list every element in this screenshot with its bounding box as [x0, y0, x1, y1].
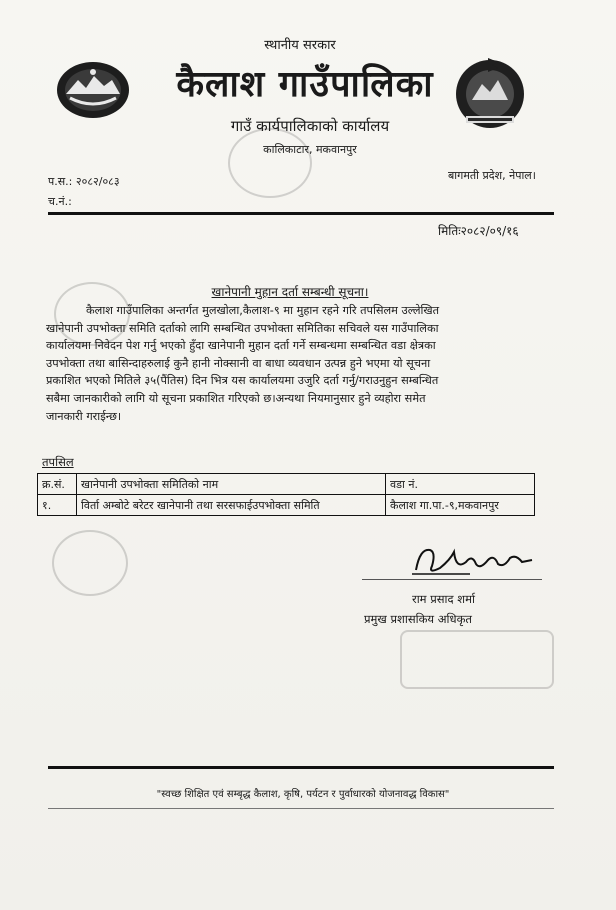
notice-line: जानकारी गराईन्छ।	[46, 409, 122, 423]
letter-date: मितिः२०८२/०९/१६	[438, 224, 519, 238]
signatory-rule	[362, 579, 542, 580]
table-header-row	[38, 474, 535, 495]
table-cell-committee: विर्ता अम्बोटे बरेटर खानेपानी तथा सरसफाईउपभोक्ता समिति	[77, 495, 386, 516]
office-name: गाउँ कार्यपालिकाको कार्यालय	[230, 117, 390, 135]
notice-subject: खानेपानी मुहान दर्ता सम्बन्धी सूचना।	[211, 285, 369, 299]
signatory-title: प्रमुख प्रशासकिय अधिकृत	[364, 612, 472, 626]
notice-line: कार्यालयमा निवेदन पेश गर्नु भएको हुँदा खानेपानी मुहान दर्ता गर्ने सम्बन्धमा सम्बन्धित वडा क्षेत्रका	[46, 339, 436, 353]
column-header-serial: क्र.सं.	[38, 474, 77, 495]
office-location: कालिकाटार, मकवानपुर	[263, 143, 357, 156]
table-cell-ward: कैलाश गा.पा.-९,मकवानपुर	[386, 495, 535, 516]
footer-motto: "स्वच्छ शिक्षित एवं सम्बृद्ध कैलाश, कृषि, पर्यटन र पुर्वाधारको योजनावद्ध विकास"	[156, 789, 450, 800]
notice-line: प्रकाशित भएको मितिले ३५(पैंतिस) दिन भित्र यस कार्यालयमा उजुरि दर्ता गर्नु/गराउनुहुन सम्बन्धित	[46, 374, 439, 388]
header-top-line: स्थानीय सरकार	[264, 38, 336, 53]
table-cell-serial: १.	[38, 495, 77, 516]
signatory-stamp	[400, 630, 554, 689]
ps-number: प.स.: २०८२/०८३	[48, 175, 120, 188]
office-stamp-left	[52, 530, 128, 596]
signatory-name: राम प्रसाद शर्मा	[412, 592, 475, 606]
signature	[410, 540, 540, 580]
schedule-label: तपसिल	[42, 455, 74, 469]
cn-number: च.नं.:	[48, 195, 72, 208]
header-divider	[48, 212, 554, 215]
column-header-committee: खानेपानी उपभोक्ता समितिको नाम	[77, 474, 386, 495]
column-header-ward: वडा नं.	[386, 474, 535, 495]
footer-divider	[48, 766, 554, 769]
notice-line: कैलाश गाउँपालिका अन्तर्गत मुलखोला,कैलाश-९ मा मुहान रहने गरि तपसिलम उल्लेखित	[86, 304, 440, 317]
notice-line: खानेपानी उपभोक्ता समिति दर्ताको लागि सम्बन्धित उपभोक्ता समितिका सचिवले यस गाउँपालिका	[46, 321, 439, 335]
footer-rule	[48, 808, 554, 809]
office-stamp-top	[228, 128, 312, 198]
table-row	[38, 495, 535, 516]
schedule-table	[37, 473, 535, 516]
office-stamp-middle	[54, 282, 130, 346]
province-text: बागमती प्रदेश, नेपाल।	[448, 169, 536, 182]
notice-line: उपभोक्ता तथा बासिन्दाहरुलाई कुनै हानी नोक्सानी वा बाधा व्यवधान उत्पन्न हुने भएमा यो सूचना	[46, 356, 431, 370]
notice-line: सबैमा जानकारीको लागि यो सूचना प्रकाशित गरिएको छ।अन्यथा नियमानुसार हुने व्यहोरा समेत	[46, 391, 426, 405]
municipality-logo	[52, 58, 134, 122]
municipality-title: कैलाश गाउँपालिका	[176, 64, 434, 105]
